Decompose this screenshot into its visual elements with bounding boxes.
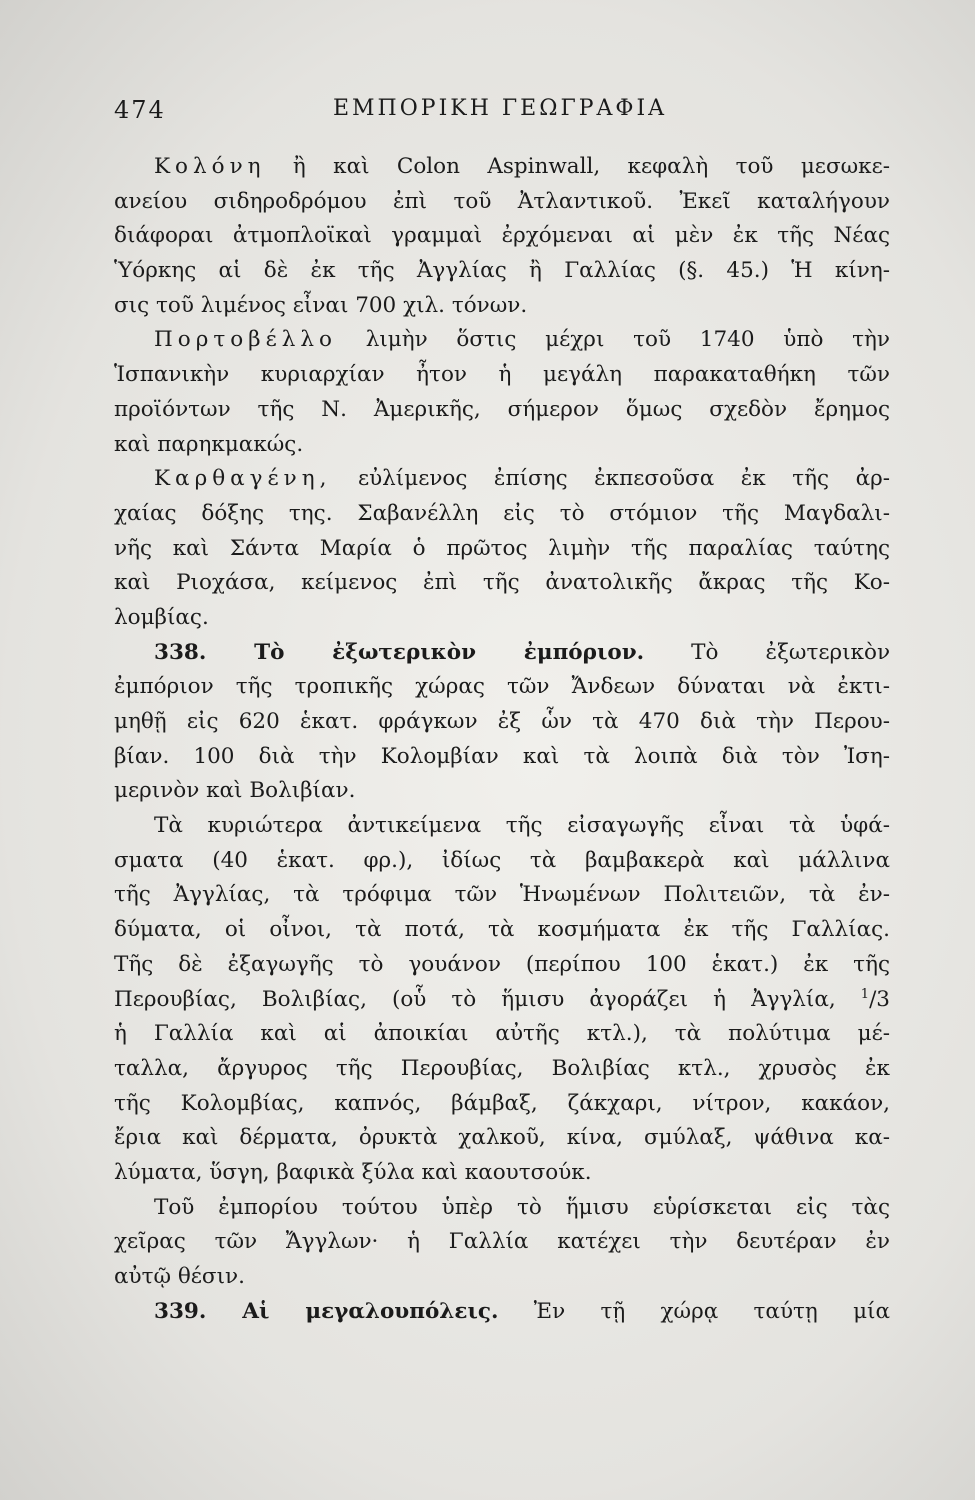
place-name-kolon: Κολόνη <box>154 154 266 179</box>
text-line: αὐτῷ θέσιν. <box>114 1264 245 1289</box>
section-heading-line: 339. Αἱ μεγαλουπόλεις. Ἐν τῇ χώρᾳ ταύτῃ μία <box>154 1298 890 1324</box>
text-line: Πορτοβέλλο λιμὴν ὅστις μέχρι τοῦ 1740 ὑπὸ τὴν <box>154 327 890 353</box>
text-line: τῆς Κολομβίας, καπνός, βάμβαξ, ζάκχαρι, νίτρον, κακάον, <box>114 1090 890 1116</box>
text-line: σματα (40 ἑκατ. φρ.), ἰδίως τὰ βαμβακερὰ καὶ μάλλινα <box>114 847 890 873</box>
body-text <box>114 150 890 1329</box>
section-heading-line: 338. Τὸ ἐξωτερικὸν ἐμπόριον. Τὸ ἐξωτερικὸν <box>154 639 890 665</box>
text-line: διάφοραι ἀτμοπλοϊκαὶ γραμμαὶ ἐρχόμεναι αἱ μὲν ἐκ τῆς Νέας <box>114 223 890 249</box>
text-line: Ὑόρκης αἱ δὲ ἐκ τῆς Ἀγγλίας ἢ Γαλλίας (§. 45.) Ἡ κίνη- <box>114 258 890 284</box>
text-line: λύματα, ὕσγη, βαφικὰ ξύλα καὶ καουτσούκ. <box>114 1159 592 1185</box>
text-line: βίαν. 100 διὰ τὴν Κολομβίαν καὶ τὰ λοιπὰ διὰ τὸν Ἰση- <box>114 743 890 769</box>
text-line: χαίας δόξης της. Σαβανέλλη εἰς τὸ στόμιον τῆς Μαγδαλι- <box>114 500 890 526</box>
text-line: Τὰ κυριώτερα ἀντικείμενα τῆς εἰσαγωγῆς εἶναι τὰ ὑφά- <box>154 813 890 839</box>
section-heading-339: 339. Αἱ μεγαλουπόλεις. <box>154 1298 499 1324</box>
text-line: χεῖρας τῶν Ἄγγλων· ἡ Γαλλία κατέχει τὴν δευτέραν ἐν <box>114 1229 890 1255</box>
text-line: ἡ Γαλλία καὶ αἱ ἀποικίαι αὐτῆς κτλ.), τὰ πολύτιμα μέ- <box>114 1021 890 1047</box>
text-line: Ἱσπανικὴν κυριαρχίαν ἦτον ἡ μεγάλη παρακαταθήκη τῶν <box>114 362 890 388</box>
place-name-portobelo: Πορτοβέλλο <box>154 327 337 353</box>
text-line: δύματα, οἱ οἶνοι, τὰ ποτά, τὰ κοσμήματα ἐκ τῆς Γαλλίας. <box>114 917 890 943</box>
text-line: νῆς καὶ Σάντα Μαρία ὁ πρῶτος λιμὴν τῆς παραλίας ταύτης <box>114 535 890 561</box>
text-line: ανείου σιδηροδρόμου ἐπὶ τοῦ Ἀτλαντικοῦ. Ἐκεῖ καταλήγουν <box>114 188 890 214</box>
page-header <box>110 88 890 138</box>
place-name-cartagena: Καρθαγένη, <box>154 466 332 492</box>
fraction-numerator: 1 <box>860 986 870 1002</box>
text-line: μερινὸν καὶ Βολιβίαν. <box>114 778 356 804</box>
text-line: καὶ Ριοχάσα, κείμενος ἐπὶ τῆς ἀνατολικῆς ἄκρας τῆς Κο- <box>114 570 890 596</box>
text-line: καὶ παρηκμακώς. <box>114 431 304 457</box>
text-line: Περουβίας, Βολιβίας, (οὗ τὸ ἥμισυ ἀγοράζει ἡ Ἀγγλία, $^1$/3 <box>114 986 890 1012</box>
text-line: Καρθαγένη, εὐλίμενος ἐπίσης ἐκπεσοῦσα ἐκ τῆς ἀρ- <box>154 466 890 492</box>
text-line: ἔρια καὶ δέρματα, ὀρυκτὰ χαλκοῦ, κίνα, σμύλαξ, ψάθινα κα- <box>114 1125 890 1151</box>
text-line: Κολόνη ἢ καὶ Colon Aspinwall, κεφαλὴ τοῦ μεσωκε- <box>154 154 890 179</box>
text-line: σις τοῦ λιμένος εἶναι 700 χιλ. τόνων. <box>114 292 528 318</box>
text-line: Τῆς δὲ ἐξαγωγῆς τὸ γουάνον (περίπου 100 ἑκατ.) ἐκ τῆς <box>114 951 890 977</box>
fraction-denominator: /3 <box>869 986 890 1012</box>
page-number: 474 <box>114 96 166 124</box>
text-line: μηθῇ εἰς 620 ἑκατ. φράγκων ἐξ ὧν τὰ 470 διὰ τὴν Περου- <box>114 709 890 734</box>
section-heading-338: 338. Τὸ ἐξωτερικὸν ἐμπόριον. <box>154 639 645 665</box>
running-title: ΕΜΠΟΡΙΚΗ ΓΕΩΓΡΑΦΙΑ <box>332 96 668 121</box>
text-line: προϊόντων τῆς Ν. Ἀμερικῆς, σήμερον ὅμως σχεδὸν ἔρημος <box>114 396 890 422</box>
text-line: ταλλα, ἄργυρος τῆς Περουβίας, Βολιβίας κτλ., χρυσὸς ἐκ <box>114 1055 890 1081</box>
text-line: λομβίας. <box>114 604 209 630</box>
text-line: Τοῦ ἐμπορίου τούτου ὑπὲρ τὸ ἥμισυ εὑρίσκεται εἰς τὰς <box>154 1194 890 1220</box>
text-line: τῆς Ἀγγλίας, τὰ τρόφιμα τῶν Ἡνωμένων Πολιτειῶν, τὰ ἐν- <box>114 882 890 908</box>
text-line: ἐμπόριον τῆς τροπικῆς χώρας τῶν Ἄνδεων δύναται νὰ ἐκτι- <box>114 674 890 700</box>
